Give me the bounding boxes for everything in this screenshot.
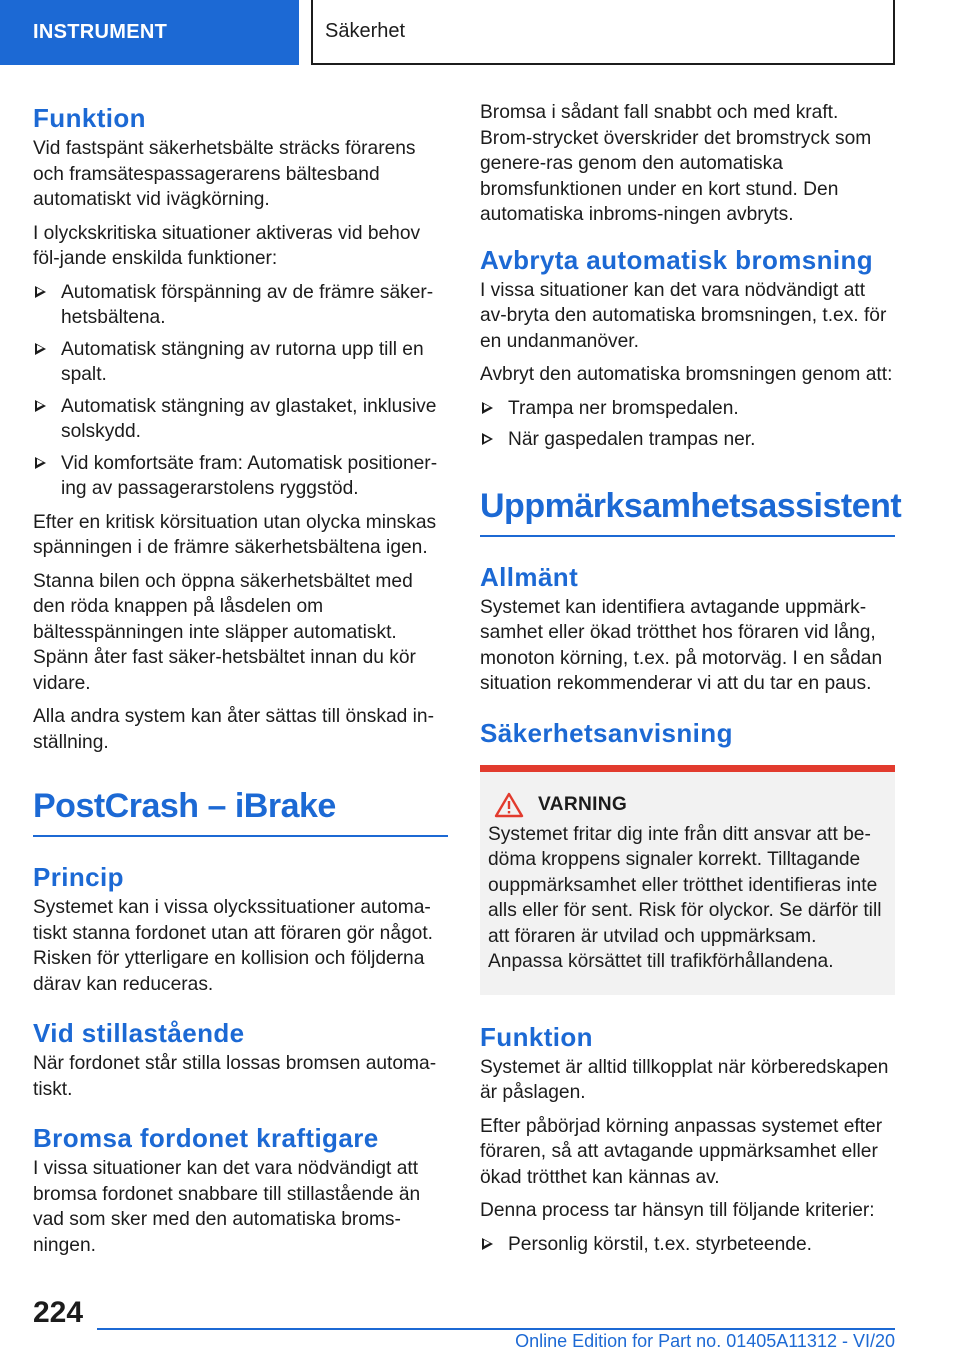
paragraph: Vid fastspänt säkerhetsbälte sträcks förarens och framsätespassagerarens bältesband automatiskt vid ivägkörning. <box>33 138 416 210</box>
heading-princip: Princip <box>33 862 124 892</box>
list-item-text: Trampa ner bromspedalen. <box>508 397 739 419</box>
triangle-bullet-icon <box>482 402 493 414</box>
paragraph: Efter påbörjad körning anpassas systemet efter föraren, så att avtagande uppmärksamhet eller ökad trötthet kan kännas av. <box>480 1115 883 1188</box>
triangle-bullet-icon <box>35 343 46 355</box>
footer-divider <box>97 1328 895 1330</box>
heading-allmant: Allmänt <box>480 561 579 592</box>
heading-stillastaende: Vid stillastående <box>33 1018 245 1048</box>
warning-label: VARNING <box>538 793 628 815</box>
section-header <box>311 0 895 65</box>
heading-uppmarksamhet: Uppmärksamhetsassistent <box>480 483 895 537</box>
bullet-list <box>480 1232 895 1258</box>
warning-text: Systemet fritar dig inte från ditt ansvar att be-döma kroppens signaler korrekt. Tilltagande ouppmärksamhet eller trötthet identifieras inte alls eller för sent. Risk för olyckor. Se därför till att föraren är utvilad och uppmärksam. Anpassa körsättet till trafikförhållandena. <box>488 823 882 972</box>
chapter-tab-label: INSTRUMENT <box>33 21 168 43</box>
list-item <box>480 1232 895 1258</box>
heading-bromsa: Bromsa fordonet kraftigare <box>33 1123 379 1153</box>
right-column <box>480 100 902 1265</box>
paragraph: När fordonet står stilla lossas bromsen automa-tiskt. <box>33 1053 437 1100</box>
paragraph: Denna process tar hänsyn till följande kriterier: <box>480 1200 875 1221</box>
list-item <box>480 396 895 422</box>
warning-header <box>488 792 887 818</box>
list-item <box>33 280 448 331</box>
paragraph: I vissa situationer kan det vara nödvändigt att bromsa fordonet snabbare till stillastående än vad som sker med den automatiska broms-ningen. <box>33 1158 421 1256</box>
list-item-text: När gaspedalen trampas ner. <box>508 429 756 450</box>
heading-postcrash: PostCrash – iBrake <box>33 783 448 837</box>
list-item-text: Automatisk förspänning av de främre säker-hetsbältena. <box>61 281 434 328</box>
triangle-bullet-icon <box>35 457 46 469</box>
warning-triangle-icon <box>494 792 524 818</box>
list-item-text: Automatisk stängning av rutorna upp till en spalt. <box>61 338 424 385</box>
list-item-text: Vid komfortsäte fram: Automatisk positioner-ing av passagerarstolens ryggstöd. <box>61 452 438 499</box>
heading-avbryta: Avbryta automatisk bromsning <box>480 244 874 275</box>
section-title: Säkerhet <box>325 20 406 42</box>
triangle-bullet-icon <box>482 1238 493 1250</box>
footer-edition-text: Online Edition for Part no. 01405A11312 - VI/20 <box>515 1331 895 1351</box>
list-item-text: Automatisk stängning av glastaket, inklusive solskydd. <box>61 395 437 442</box>
list-item-text: Personlig körstil, t.ex. styrbeteende. <box>508 1233 812 1255</box>
paragraph: I olyckskritiska situationer aktiveras vid behov föl-jande enskilda funktioner: <box>33 222 421 269</box>
page-number: 224 <box>33 1296 84 1329</box>
paragraph: Efter en kritisk körsituation utan olycka minskas spänningen i de främre säkerhetsbältena igen. <box>33 511 437 558</box>
paragraph: Avbryt den automatiska bromsningen genom att: <box>480 364 893 385</box>
heading-funktion: Funktion <box>33 103 146 133</box>
chapter-tab <box>0 0 299 65</box>
heading-funktion-2: Funktion <box>480 1021 593 1052</box>
triangle-bullet-icon <box>482 433 493 445</box>
list-item <box>33 337 448 388</box>
paragraph: Systemet är alltid tillkopplat när körberedskapen är påslagen. <box>480 1056 889 1103</box>
heading-sakerhetsanvisning: Säkerhetsanvisning <box>480 717 733 748</box>
triangle-bullet-icon <box>35 286 46 298</box>
paragraph: I vissa situationer kan det vara nödvändigt att av-bryta den automatiska bromsningen, t.ex. för en undanmanöver. <box>480 279 887 352</box>
list-item <box>33 394 448 445</box>
list-item <box>480 427 895 453</box>
paragraph: Alla andra system kan åter sättas till önskad in-ställning. <box>33 706 434 753</box>
paragraph: Bromsa i sådant fall snabbt och med kraft. Brom-strycket överskrider det bromstryck som genere-ras genom den automatiska bromsfunktionen under en kort stund. Den automatiska inbroms-ningen avbryts. <box>480 102 872 225</box>
paragraph: Systemet kan i vissa olyckssituationer automa-tiskt stanna fordonet utan att föraren gör något. Risken för ytterligare en kollision och följderna därav kan reduceras. <box>33 897 433 995</box>
bullet-list <box>33 280 448 502</box>
list-item <box>33 451 448 502</box>
left-column <box>33 100 448 1266</box>
triangle-bullet-icon <box>35 400 46 412</box>
paragraph: Systemet kan identifiera avtagande uppmärk-samhet eller ökad trötthet hos föraren vid lång, monoton körning, t.ex. på motorväg. I en sådan situation rekommenderar vi att du tar en paus. <box>480 596 883 694</box>
paragraph: Stanna bilen och öppna säkerhetsbältet med den röda knappen på låsdelen om bältesspänningen inte släpper automatiskt. Spänn åter fast säker-hetsbältet innan du kör vidare. <box>33 570 416 694</box>
warning-box <box>480 765 895 995</box>
bullet-list <box>480 396 895 453</box>
